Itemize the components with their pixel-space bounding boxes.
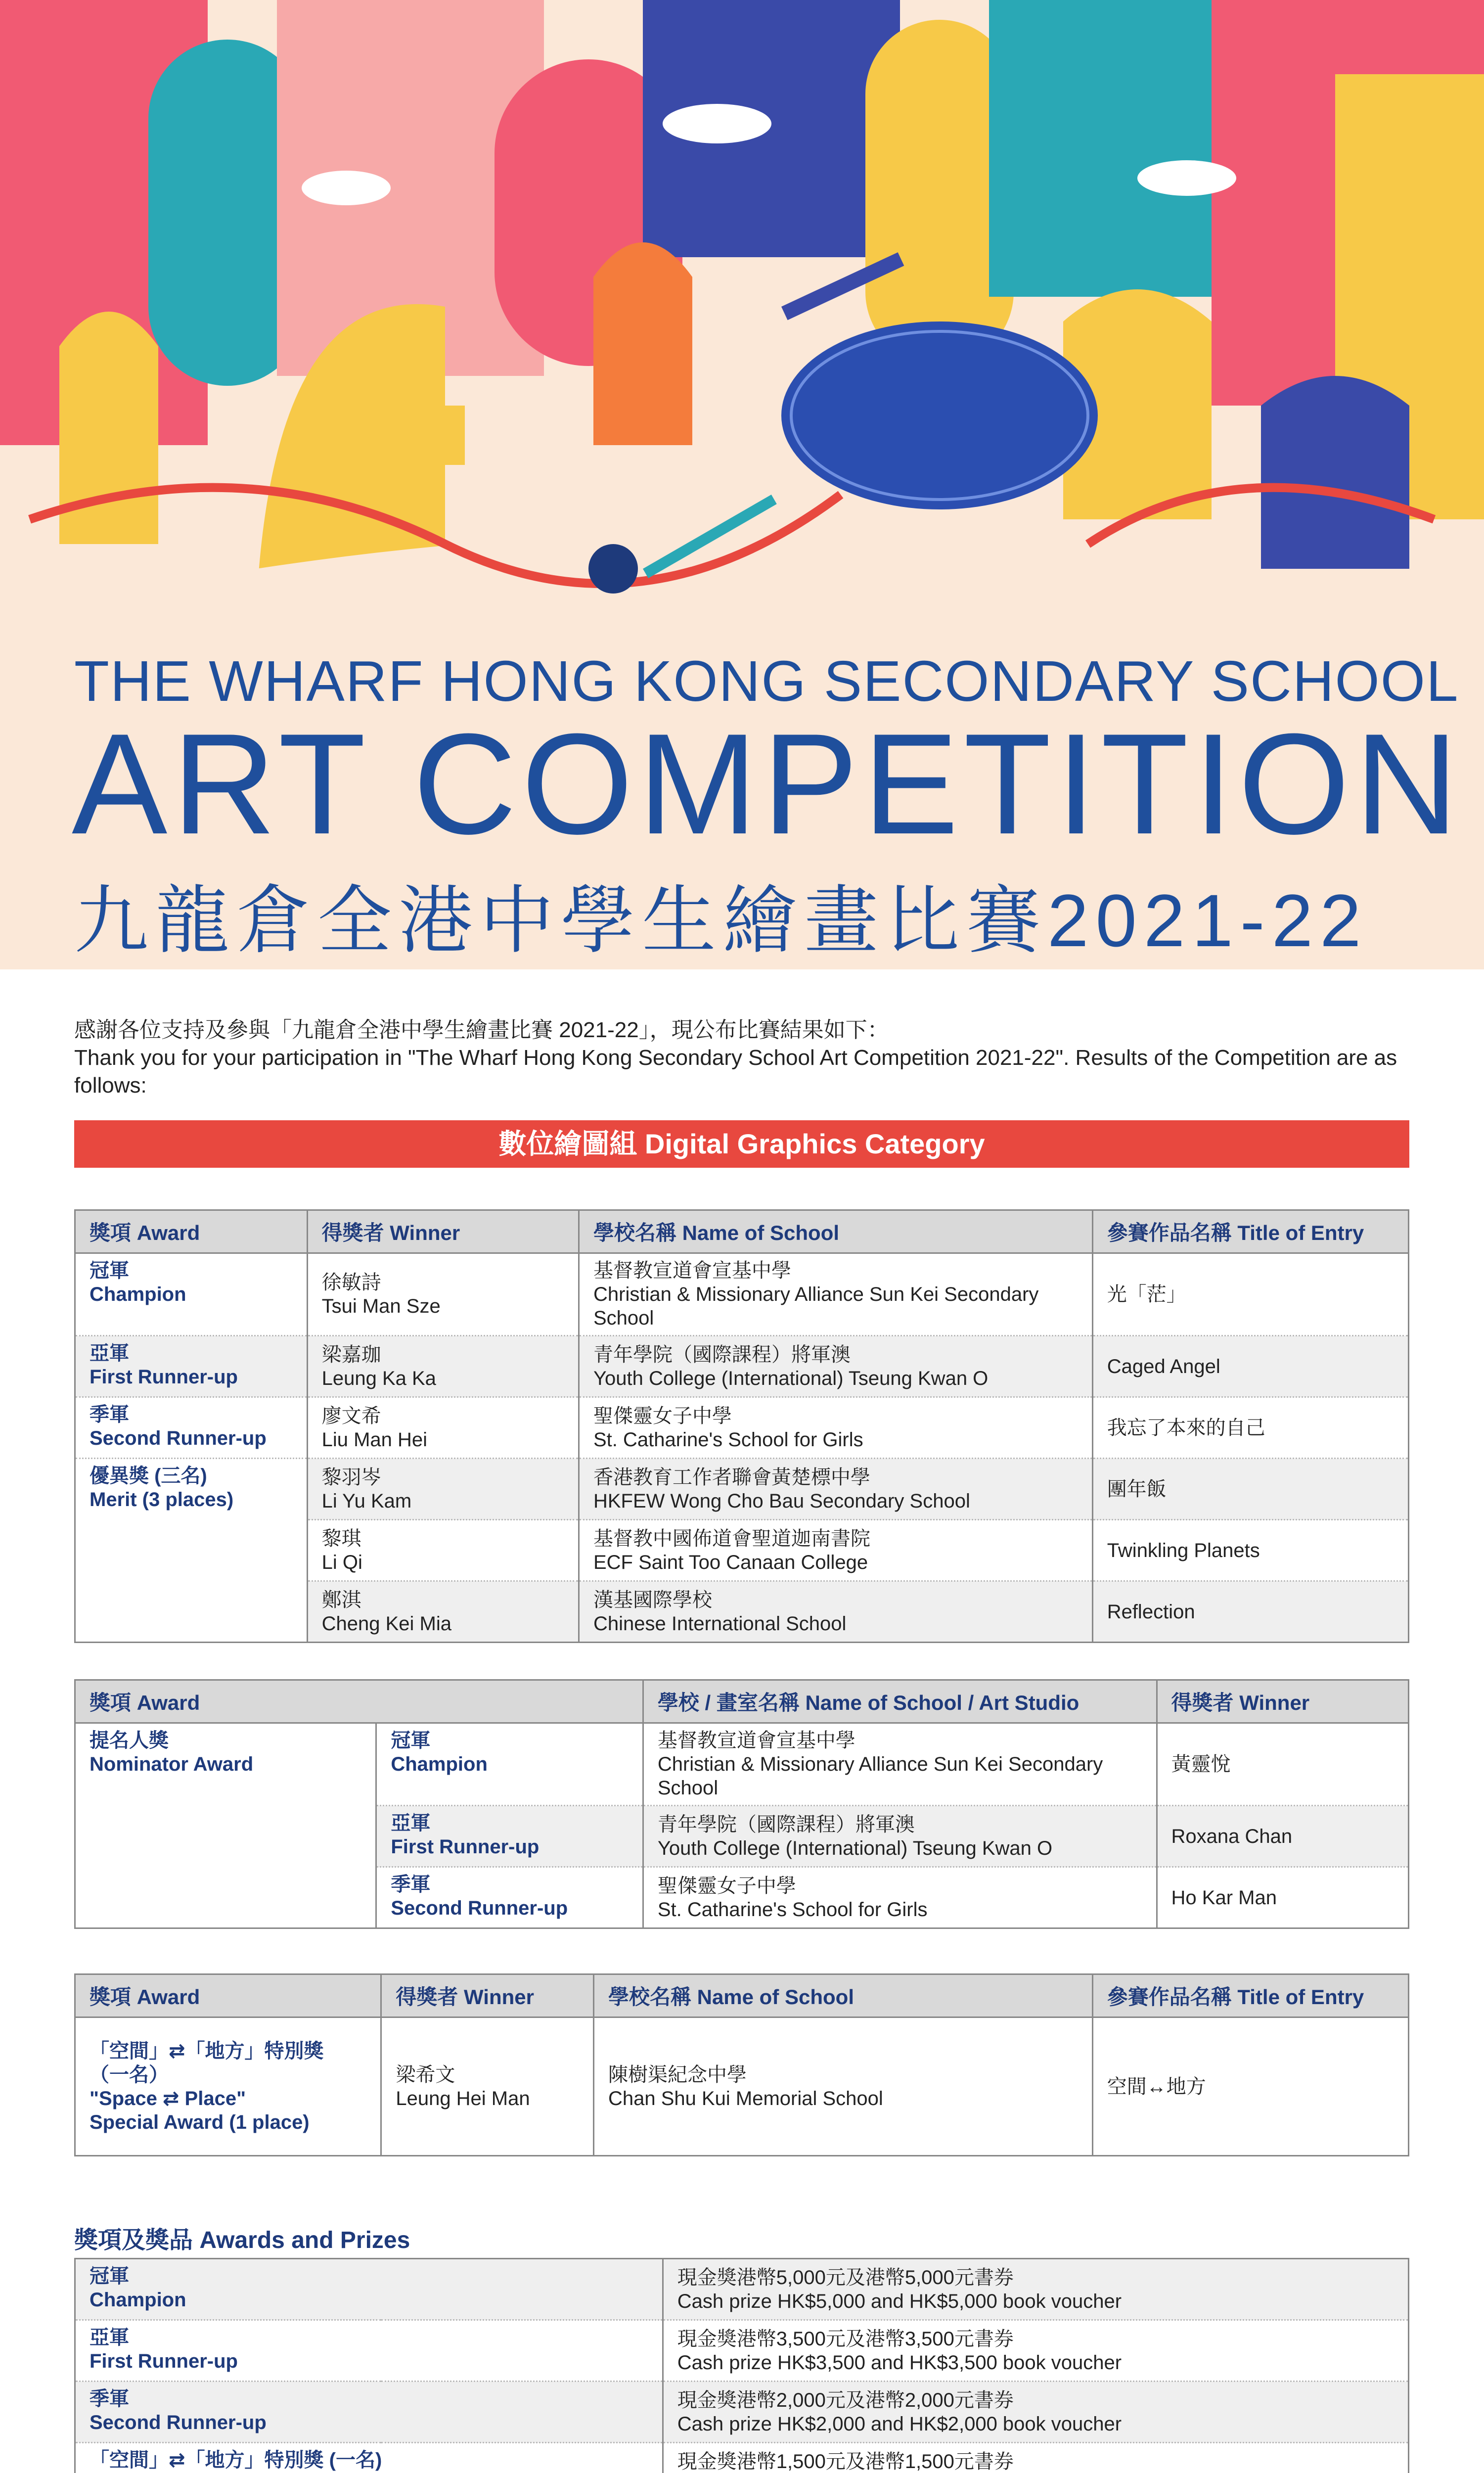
winner-zh: 黎琪	[321, 1527, 361, 1550]
award-en: Second Runner-up	[90, 2412, 267, 2433]
school-en: Chan Shu Kui Memorial School	[608, 2087, 883, 2109]
prize-zh: 現金獎港幣1,500元及港幣1,500元書券	[677, 2450, 1014, 2473]
award-line: "Space ⇄ Place"	[90, 2087, 246, 2109]
award-line: Special Award (1 place)	[90, 2111, 310, 2133]
place-zh: 冠軍	[391, 1730, 431, 1751]
school-zh: 青年學院（國際課程）將軍澳	[593, 1343, 851, 1366]
prize-zh: 現金獎港幣3,500元及港幣3,500元書券	[677, 2328, 1014, 2350]
hero-title-line2: ART COMPETITION	[72, 704, 1463, 864]
intro-en: Thank you for your participation in "The Wharf Hong Kong Secondary School Art Competition 2021-22". Results of the Competition are as follows:	[74, 1046, 1397, 1098]
school-zh: 基督教宣道會宣基中學	[657, 1730, 855, 1751]
col-winner: 得獎者 Winner	[381, 1974, 594, 2017]
table-row	[75, 1723, 1409, 1806]
winner: Ho Kar Man	[1157, 1867, 1408, 1928]
school-zh: 基督教宣道會宣基中學	[593, 1260, 791, 1282]
award-en: First Runner-up	[90, 2350, 238, 2372]
school-zh: 陳樹渠紀念中學	[608, 2063, 747, 2086]
entry-title: 我忘了本來的自己	[1092, 1397, 1408, 1459]
prize-en: Cash prize HK$5,000 and HK$5,000 book voucher	[677, 2290, 1122, 2312]
entry-title: 光「茫」	[1092, 1253, 1408, 1336]
school-zh: 漢基國際學校	[593, 1589, 712, 1611]
school-zh: 香港教育工作者聯會黃楚標中學	[593, 1466, 870, 1488]
award-zh: 提名人獎	[90, 1730, 169, 1751]
winner-en: Tsui Man Sze	[321, 1295, 441, 1317]
winner-zh: 梁希文	[396, 2063, 455, 2086]
award-en: Champion	[90, 2289, 186, 2311]
place-zh: 季軍	[391, 1874, 431, 1895]
winner-en: Leung Ka Ka	[321, 1367, 436, 1389]
award-zh: 冠軍	[90, 2265, 129, 2287]
winner-zh: 廖文希	[321, 1405, 381, 1427]
school-zh: 基督教中國佈道會聖道迦南書院	[593, 1527, 870, 1550]
prize-en: Cash prize HK$2,000 and HK$2,000 book voucher	[677, 2413, 1122, 2435]
table-row	[75, 2320, 1409, 2381]
winner-zh: 黎羽岑	[321, 1466, 381, 1488]
school-en: Youth College (International) Tseung Kwan O	[657, 1837, 1053, 1859]
place-en: Second Runner-up	[391, 1897, 568, 1919]
intro-zh: 感謝各位支持及參與「九龍倉全港中學生繪畫比賽 2021-22」，現公布比賽結果如下：	[74, 1018, 889, 1042]
prize-zh: 現金獎港幣5,000元及港幣5,000元書券	[677, 2266, 1014, 2289]
winner-en: Li Yu Kam	[321, 1490, 412, 1512]
award-en: Second Runner-up	[90, 1427, 267, 1449]
winner-en: Liu Man Hei	[321, 1428, 428, 1451]
table-row	[75, 1459, 1409, 1520]
special-award-table	[74, 1973, 1409, 2156]
award-en: Merit (3 places)	[90, 1489, 234, 1511]
award-line: 「空間」⇄「地方」特別獎	[90, 2040, 324, 2062]
school-en: St. Catharine's School for Girls	[657, 1898, 928, 1921]
award-line: （一名）	[90, 2063, 169, 2086]
place-zh: 亞軍	[391, 1812, 431, 1834]
winner-zh: 梁嘉珈	[321, 1343, 381, 1366]
entry-title: 空間↔地方	[1092, 2017, 1408, 2156]
award-zh: 季軍	[90, 1404, 129, 1425]
prize-en: Cash prize HK$3,500 and HK$3,500 book voucher	[677, 2351, 1122, 2374]
school-en: HKFEW Wong Cho Bau Secondary School	[593, 1490, 970, 1512]
award-zh: 冠軍	[90, 1260, 129, 1282]
place-en: First Runner-up	[391, 1836, 540, 1858]
entry-title: Reflection	[1092, 1581, 1408, 1643]
award-zh: 「空間」⇄「地方」特別獎 (一名)	[90, 2449, 382, 2471]
table-row	[75, 2259, 1409, 2320]
school-en: Christian & Missionary Alliance Sun Kei Secondary School	[593, 1283, 1039, 1329]
winner-en: Leung Hei Man	[396, 2087, 530, 2109]
table-row	[75, 1253, 1409, 1336]
prize-zh: 現金獎港幣2,000元及港幣2,000元書券	[677, 2389, 1014, 2411]
col-school: 學校 / 畫室名稱 Name of School / Art Studio	[643, 1680, 1157, 1723]
hero-title-line3: 九龍倉全港中學生繪畫比賽2021-22	[74, 879, 1368, 962]
digital-results-table	[74, 1209, 1409, 1643]
school-en: Christian & Missionary Alliance Sun Kei Secondary School	[657, 1753, 1103, 1799]
school-zh: 聖傑靈女子中學	[657, 1875, 796, 1897]
award-zh: 亞軍	[90, 1342, 129, 1364]
award-en: Nominator Award	[90, 1753, 254, 1775]
col-award: 獎項 Award	[75, 1974, 381, 2017]
col-winner: 得獎者 Winner	[1157, 1680, 1408, 1723]
place-en: Champion	[391, 1753, 488, 1775]
school-zh: 青年學院（國際課程）將軍澳	[657, 1813, 915, 1835]
school-en: ECF Saint Too Canaan College	[593, 1551, 868, 1573]
entry-title: Caged Angel	[1092, 1336, 1408, 1397]
intro-text	[74, 1016, 1409, 1099]
winner-zh: 徐敏詩	[321, 1272, 381, 1293]
winner-zh: 鄭淇	[321, 1589, 361, 1611]
award-en: Champion	[90, 1283, 186, 1305]
award-zh: 亞軍	[90, 2327, 129, 2348]
hero-title-line1: THE WHARF HONG KONG SECONDARY SCHOOL	[74, 649, 1459, 713]
award-zh: 優異獎 (三名)	[90, 1465, 207, 1487]
winner: 黃靈悅	[1157, 1723, 1408, 1806]
table-row	[75, 2443, 1409, 2473]
col-award: 獎項 Award	[75, 1680, 643, 1723]
col-winner: 得獎者 Winner	[307, 1210, 579, 1253]
digital-category-banner: 數位繪圖組 Digital Graphics Category	[74, 1120, 1409, 1168]
award-zh: 季軍	[90, 2388, 129, 2410]
table-row	[75, 2381, 1409, 2443]
entry-title: 團年飯	[1092, 1459, 1408, 1520]
table-row	[75, 2017, 1409, 2156]
prizes-heading: 獎項及獎品 Awards and Prizes	[74, 2227, 410, 2253]
col-school: 學校名稱 Name of School	[579, 1210, 1092, 1253]
hero-banner	[0, 0, 1484, 969]
prizes-table	[74, 2258, 1409, 2473]
nominator-table	[74, 1679, 1409, 1929]
school-en: St. Catharine's School for Girls	[593, 1428, 863, 1451]
award-en: First Runner-up	[90, 1366, 238, 1388]
school-en: Chinese International School	[593, 1612, 847, 1635]
col-title: 參賽作品名稱 Title of Entry	[1092, 1210, 1408, 1253]
col-title: 參賽作品名稱 Title of Entry	[1092, 1974, 1408, 2017]
winner-en: Cheng Kei Mia	[321, 1612, 451, 1635]
entry-title: Twinkling Planets	[1092, 1520, 1408, 1581]
winner-en: Li Qi	[321, 1551, 362, 1573]
table-row	[75, 1397, 1409, 1459]
winner: Roxana Chan	[1157, 1806, 1408, 1867]
col-award: 獎項 Award	[75, 1210, 308, 1253]
school-en: Youth College (International) Tseung Kwan O	[593, 1367, 989, 1389]
col-school: 學校名稱 Name of School	[593, 1974, 1092, 2017]
school-zh: 聖傑靈女子中學	[593, 1405, 732, 1427]
table-row	[75, 1336, 1409, 1397]
